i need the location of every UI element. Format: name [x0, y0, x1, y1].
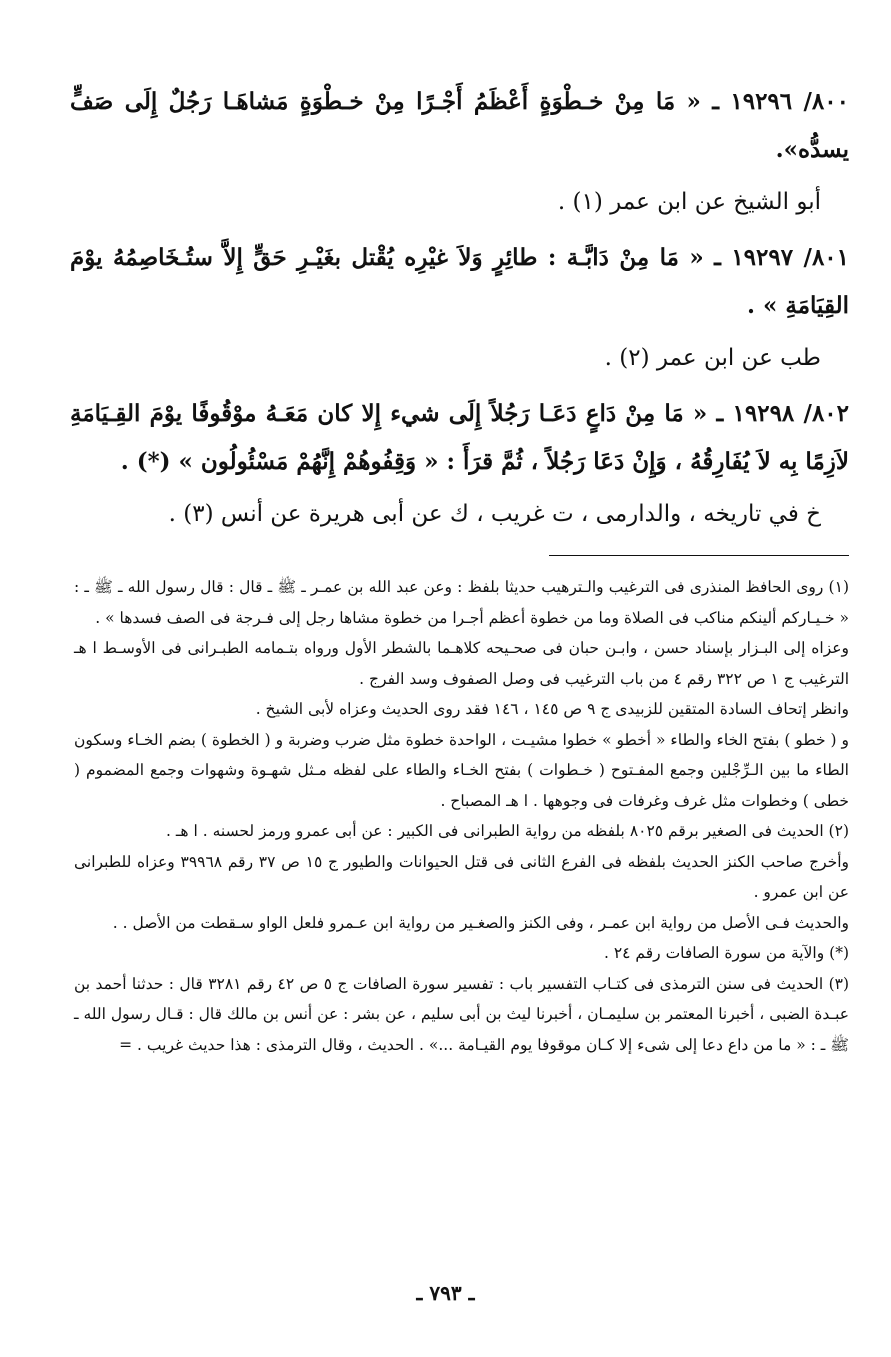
hadith-802 — [70, 390, 849, 538]
hadith-801 — [70, 234, 849, 382]
hadith-802-source: خ في تاريخه ، والدارمى ، ت غريب ، ك عن أبى هريرة عن أنس (٣) . — [168, 501, 821, 527]
footnote-2-para-3: والحديث فـى الأصل من رواية ابن عمـر ، وفى الكنز والصغـير من رواية ابن عـمرو فلعل الواو سـقطت من الأصل . . — [112, 913, 849, 932]
hadith-800-text: ٨٠٠/ ١٩٢٩٦ ـ « مَا مِنْ خـطْوَةٍ أَعْظَمُ أَجْـرًا مِنْ خـطْوَةٍ مَشاهَـا رَجُلٌ إِلَى صَفٍّ يسدُّه». — [70, 88, 849, 163]
footnote-2: (٢) الحديث فى الصغير برقم ٨٠٢٥ بلفظه من رواية الطبرانى فى الكبير : عن أبى عمرو ورمز لحسنه . ا هـ . — [166, 822, 849, 840]
hadith-802-text: ٨٠٢/ ١٩٢٩٨ ـ « مَا مِنْ دَاعٍ دَعَـا رَجُلاً إِلَى شيء إِلا كان مَعَـهُ موْقُوفًا يوْمَ القِـيَامَةِ لاَزِمًا بِه لاَ يُفَارِقُهُ ، وَإِنْ دَعَا رَجُلاً ، ثُمَّ قرَأَ : « وَقِفُوهُمْ إِنَّهُمْ مَسْئُولُون » (*) . — [70, 400, 849, 475]
footnote-1-para-2: وعزاه إلى البـزار بإسناد حسن ، وابـن حبان فى صحـيحه كلاهـما بالشطر الأول ورواه بتـمامه الطبـرانى فى الأوسـط ا هـ الترغيب ج ١ ص ٣٢٢ رقم ٤ من باب الترغيب فى وصل الصفوف وسد الفرج . — [74, 639, 849, 688]
footnotes — [74, 572, 849, 1060]
footnote-3: (٣) الحديث فى سنن الترمذى فى كتـاب التفسير باب : تفسير سورة الصافات ج ٥ ص ٤٢ رقم ٣٢٨١ قال : حدثنا أحمد بن عبـدة الضبى ، أخبرنا المعتمر بن سليمـان ، أخبرنا ليث بن أبى سليم ، عن بشر : عن أنس بن مالك قال : قـال رسول الله ـ ﷺ ـ : « ما من داع دعا إلى شىء إلا كـان موقوفا يوم القيـامة ...» . الحديث ، وقال الترمذى : هذا حديث غريب . = — [74, 974, 850, 1054]
hadith-801-text: ٨٠١/ ١٩٢٩٧ ـ « مَا مِنْ دَابَّـة : طائِرٍ وَلاَ غيْرِه يُقْتل بغَيْـرِ حَقٍّ إِلاَّ ستُـخَاصِمُهُ يوْمَ القِيَامَةِ » . — [70, 244, 849, 319]
footnote-star: (*) والآية من سورة الصافات رقم ٢٤ . — [603, 944, 849, 962]
main-text — [70, 78, 849, 538]
footnote-2-para-2: وأخرج صاحب الكنز الحديث بلفظه فى الفرع الثانى فى قتل الحيوانات والطيور ج ١٥ ص ٣٧ رقم ٣٩٩٦٨ وعزاه للطبرانى عن ابن عمرو . — [74, 852, 849, 901]
footnote-1-para-4: و ( خطو ) بفتح الخاء والطاء « أخطو » خطوا مشيـت ، الواحدة خطوة مثل ضرب وضربة و ( الخطوة ) بضم الخـاء وسكون الطاء ما بين الـرِّجْلين وجمع المفـتوح ( خـطوات ) بفتح الخـاء والطاء على لفظه مـثل شهـوة وشهوات وجمع المضموم ( خطى ) وخطوات مثل غرف وغرفات فى وجوهها . ا هـ المصباح . — [74, 730, 849, 810]
footnote-1: (١) روى الحافظ المنذرى فى الترغيب والـترهيب حديثا بلفظ : وعن عبد الله بن عمـر ـ ﷺ ـ قال : قال رسول الله ـ ﷺ ـ : « خـيـاركم ألينكم مناكب فى الصلاة وما من خطوة أعظم أجـرا من خطوة مشاها رجل إلى فـرجة فى الصف فسدها » . — [74, 578, 849, 627]
hadith-801-source: طب عن ابن عمر (٢) . — [604, 345, 821, 371]
footnote-1-para-3: وانظر إتحاف السادة المتقين للزبيدى ج ٩ ص ١٤٥ ، ١٤٦ فقد روى الحديث وعزاه لأبى الشيخ . — [255, 700, 849, 718]
page-number: ـ ٧٩٣ ـ — [416, 1281, 475, 1305]
footnote-separator — [549, 555, 849, 556]
hadith-800-source: أبو الشيخ عن ابن عمر (١) . — [557, 189, 821, 215]
hadith-800 — [70, 78, 849, 226]
